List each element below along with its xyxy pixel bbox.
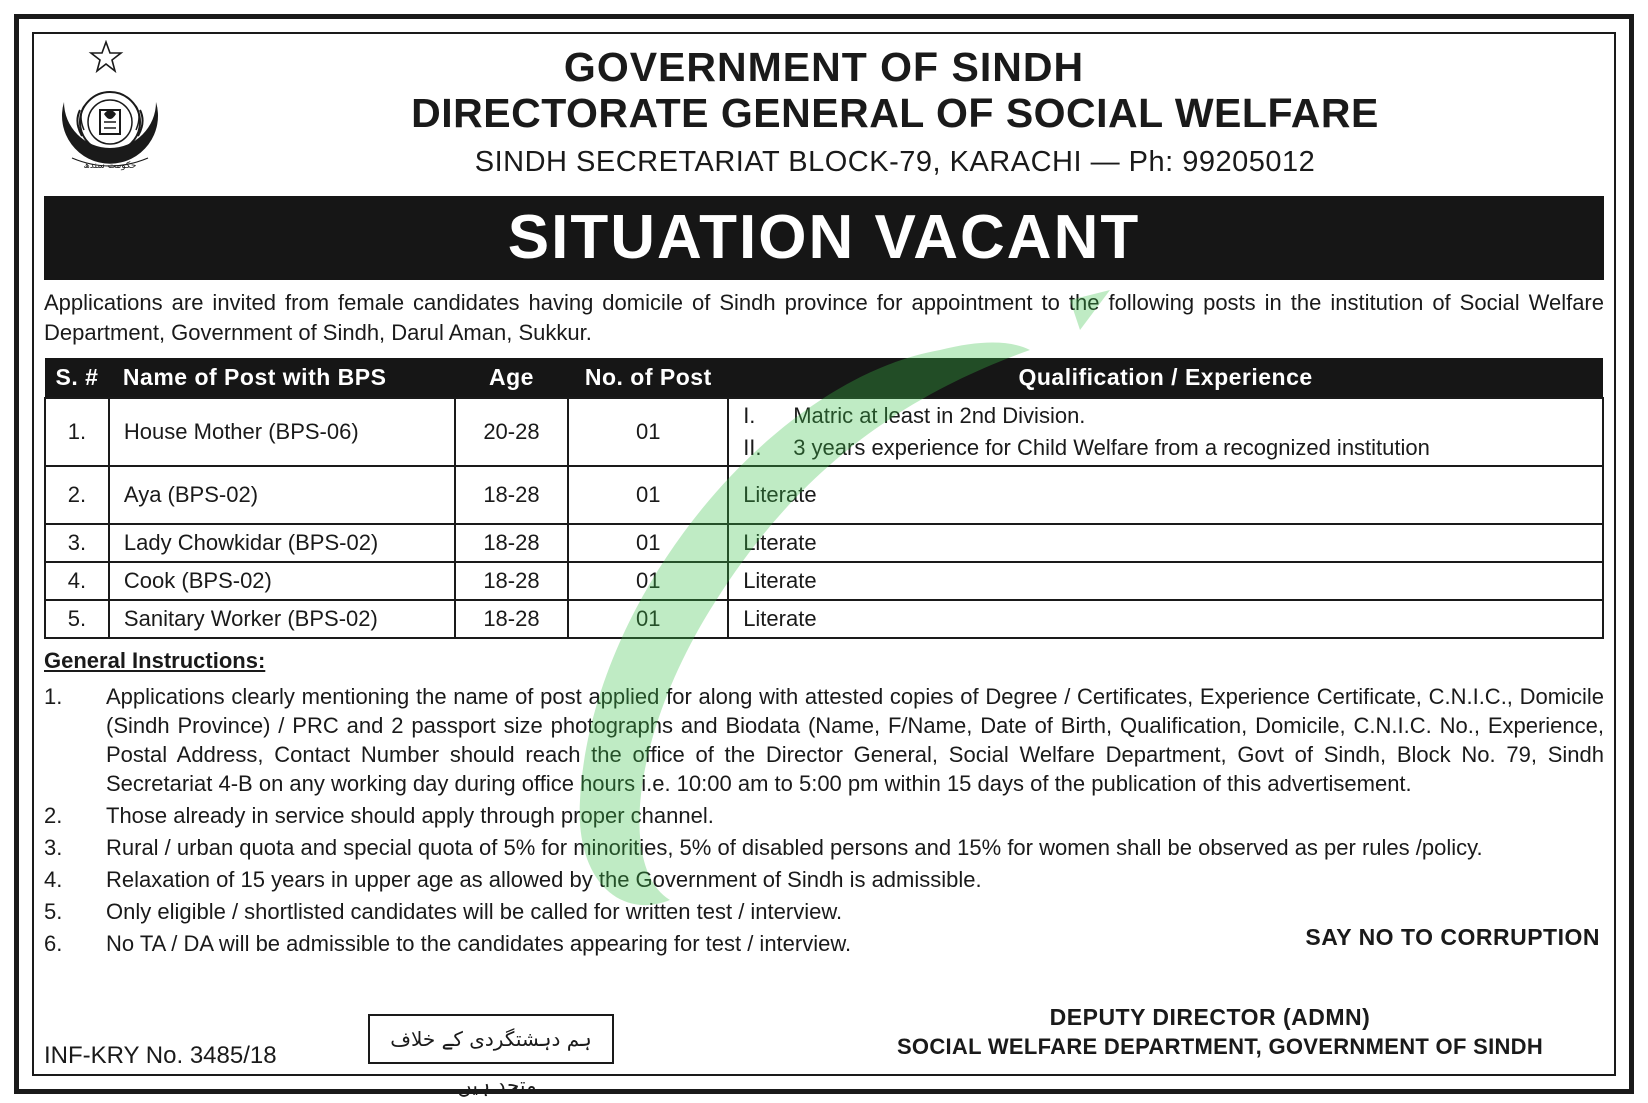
row-serial: 2.	[45, 466, 109, 524]
header-age: Age	[455, 358, 569, 398]
row-serial: 4.	[45, 562, 109, 600]
row-count: 01	[568, 398, 728, 466]
row-qualification: Literate	[728, 466, 1603, 524]
list-item	[44, 897, 1604, 926]
row-post: House Mother (BPS-06)	[109, 398, 455, 466]
urdu-slogan-box: ہم دہشتگردی کے خلاف متحد ہیں۔	[368, 1014, 614, 1064]
row-age: 18-28	[455, 466, 569, 524]
list-item	[44, 865, 1604, 894]
table-row	[45, 562, 1603, 600]
header-address: SINDH SECRETARIAT BLOCK-79, KARACHI — Ph: 99205012	[474, 146, 1316, 178]
row-count: 01	[568, 562, 728, 600]
qualification-line	[743, 400, 1602, 432]
row-serial: 1.	[45, 398, 109, 466]
qualification-number: II.	[743, 435, 762, 460]
row-count: 01	[568, 466, 728, 524]
item-text: Relaxation of 15 years in upper age as allowed by the Government of Sindh is admissible.	[106, 867, 982, 892]
list-item	[44, 682, 1604, 798]
qualification-line	[743, 432, 1602, 464]
item-text: Those already in service should apply through proper channel.	[106, 803, 714, 828]
row-post: Aya (BPS-02)	[109, 466, 455, 524]
qualification-number: I.	[743, 403, 756, 428]
say-no-to-corruption: SAY NO TO CORRUPTION	[1305, 924, 1600, 950]
row-post: Cook (BPS-02)	[109, 562, 455, 600]
row-count: 01	[568, 524, 728, 562]
situation-vacant-banner: SITUATION VACANT	[44, 196, 1604, 280]
item-text: Only eligible / shortlisted candidates will be called for written test / interview.	[106, 899, 843, 924]
table-row	[45, 524, 1603, 562]
row-age: 18-28	[455, 600, 569, 638]
header-no-of-post: No. of Post	[568, 358, 728, 398]
row-qualification: Literate	[728, 562, 1603, 600]
table-row	[45, 600, 1603, 638]
header-serial: S. #	[45, 358, 109, 398]
qualification-text: 3 years experience for Child Welfare from a recognized institution	[793, 435, 1430, 460]
header-government: GOVERNMENT OF SINDH	[563, 44, 1085, 90]
item-number: 3.	[44, 835, 63, 860]
header-directorate: DIRECTORATE GENERAL OF SOCIAL WELFARE	[411, 90, 1379, 136]
row-age: 20-28	[455, 398, 569, 466]
list-item	[44, 801, 1604, 830]
posts-table	[44, 358, 1604, 639]
row-count: 01	[568, 600, 728, 638]
header-post-name: Name of Post with BPS	[109, 358, 455, 398]
table-row	[45, 466, 1603, 524]
item-number: 5.	[44, 899, 63, 924]
instructions-title: General Instructions:	[44, 648, 266, 673]
row-serial: 3.	[45, 524, 109, 562]
item-text: Applications clearly mentioning the name of post applied for along with attested copies of Degree / Certificates, Experience Certificate, C.N.I.C., Domicile (Sindh Province) / PRC and 2 passport size photographs and Biodata (Name, F/Name, Date of Birth, Qualification, Domicile, C.N.I.C. No., Experience, Postal Address, Contact Number should reach the office of the Director General, Social Welfare Department, Govt of Sindh, Block No. 79, Sindh Secretariat 4-B on any working day during office hours i.e. 10:00 am to 5:00 pm within 15 days of the publication of this advertisement.	[106, 684, 1604, 796]
item-text: Rural / urban quota and special quota of 5% for minorities, 5% of disabled persons and 15% for women shall be observed as per rules /policy.	[106, 835, 1483, 860]
signatory-title: DEPUTY DIRECTOR (ADMN)	[1049, 1004, 1371, 1030]
header-qualification: Qualification / Experience	[728, 358, 1603, 398]
signatory-department: SOCIAL WELFARE DEPARTMENT, GOVERNMENT OF SINDH	[896, 1034, 1544, 1059]
item-number: 2.	[44, 803, 63, 828]
reference-number: INF-KRY No. 3485/18	[44, 1042, 277, 1069]
row-qualification	[728, 398, 1603, 466]
list-item	[44, 833, 1604, 862]
table-row	[45, 398, 1603, 466]
row-age: 18-28	[455, 562, 569, 600]
item-number: 4.	[44, 867, 63, 892]
row-post: Sanitary Worker (BPS-02)	[109, 600, 455, 638]
row-qualification: Literate	[728, 600, 1603, 638]
row-post: Lady Chowkidar (BPS-02)	[109, 524, 455, 562]
row-age: 18-28	[455, 524, 569, 562]
qualification-text: Matric at least in 2nd Division.	[793, 403, 1086, 428]
table-header-row	[45, 358, 1603, 398]
intro-paragraph: Applications are invited from female candidates having domicile of Sindh province for appointment to the following posts in the institution of Social Welfare Department, Government of Sindh, Darul Aman, Sukkur.	[44, 290, 1604, 345]
instructions-list	[44, 682, 1604, 961]
emblem-urdu-text: حکومت سندھ	[83, 161, 137, 171]
row-serial: 5.	[45, 600, 109, 638]
item-number: 6.	[44, 931, 63, 956]
row-qualification: Literate	[728, 524, 1603, 562]
item-number: 1.	[44, 684, 63, 709]
item-text: No TA / DA will be admissible to the candidates appearing for test / interview.	[106, 931, 852, 956]
